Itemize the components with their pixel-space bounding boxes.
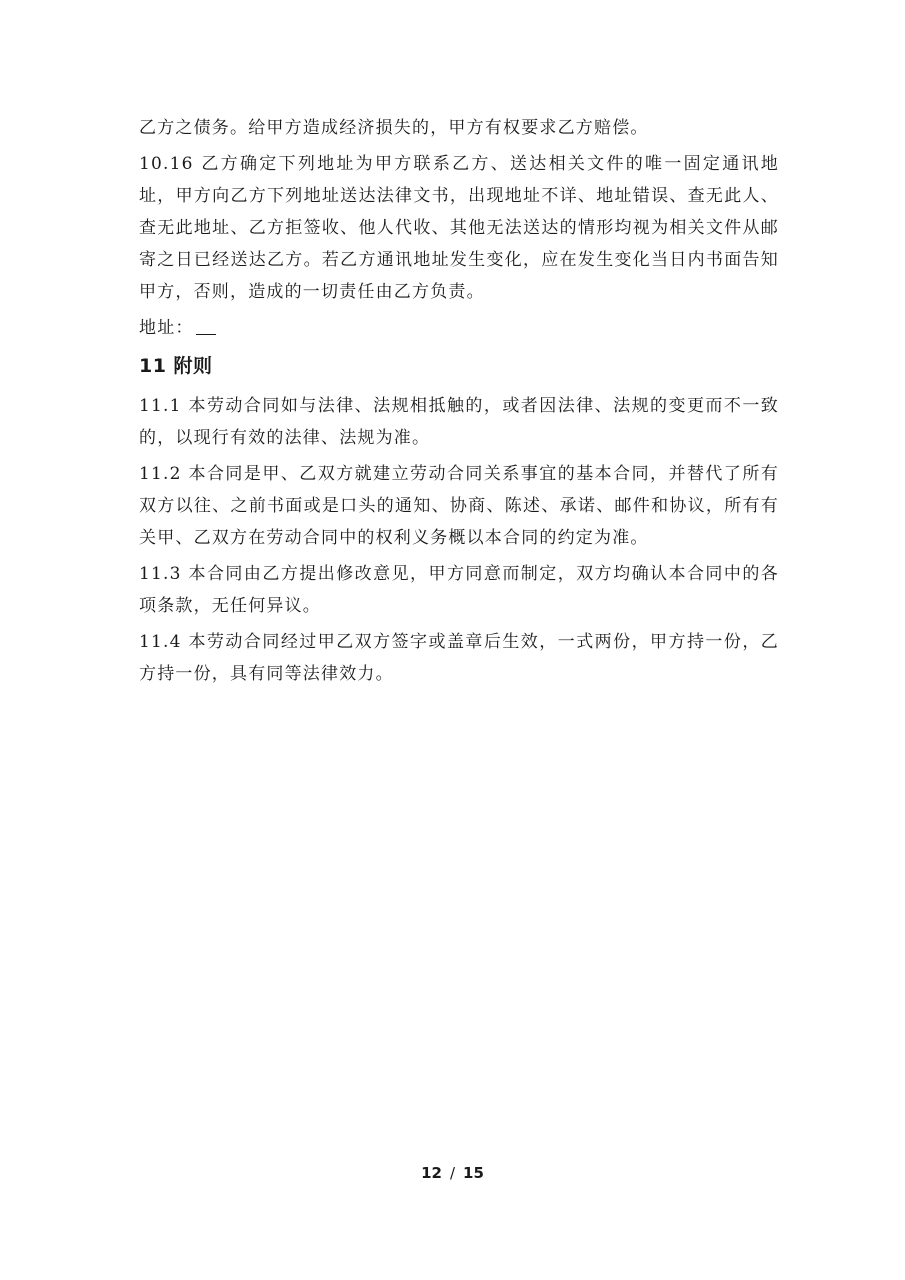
total-pages-number: 15 [463, 1164, 484, 1182]
address-blank-field [196, 316, 216, 335]
page-content [139, 112, 779, 694]
clause-11-1: 11.1 本劳动合同如与法律、法规相抵触的，或者因法律、法规的变更而不一致的，以现行有效的法律、法规为准。 [139, 396, 779, 448]
section-heading-11: 11 附则 [139, 355, 213, 377]
clause-11-2: 11.2 本合同是甲、乙双方就建立劳动合同关系事宜的基本合同，并替代了所有双方以往、之前书面或是口头的通知、协商、陈述、承诺、邮件和协议，所有有关甲、乙双方在劳动合同中的权利义务概以本合同的约定为准。 [139, 464, 779, 548]
paragraph-10-15-continuation: 乙方之债务。给甲方造成经济损失的，甲方有权要求乙方赔偿。 [139, 118, 649, 138]
clause-10-16: 10.16 乙方确定下列地址为甲方联系乙方、送达相关文件的唯一固定通讯地址，甲方向乙方下列地址送达法律文书，出现地址不详、地址错误、查无此人、查无此地址、乙方拒签收、他人代收、其他无法送达的情形均视为相关文件从邮寄之日已经送达乙方。若乙方通讯地址发生变化，应在发生变化当日内书面告知甲方，否则，造成的一切责任由乙方负责。 [139, 154, 779, 302]
page-number-footer [0, 1164, 905, 1182]
page-separator: / [449, 1164, 456, 1182]
address-label: 地址： [139, 318, 194, 338]
current-page-number: 12 [421, 1164, 442, 1182]
clause-11-3: 11.3 本合同由乙方提出修改意见，甲方同意而制定，双方均确认本合同中的各项条款，无任何异议。 [139, 564, 779, 616]
clause-11-4: 11.4 本劳动合同经过甲乙双方签字或盖章后生效，一式两份，甲方持一份，乙方持一份，具有同等法律效力。 [139, 632, 779, 684]
address-line [139, 312, 779, 344]
